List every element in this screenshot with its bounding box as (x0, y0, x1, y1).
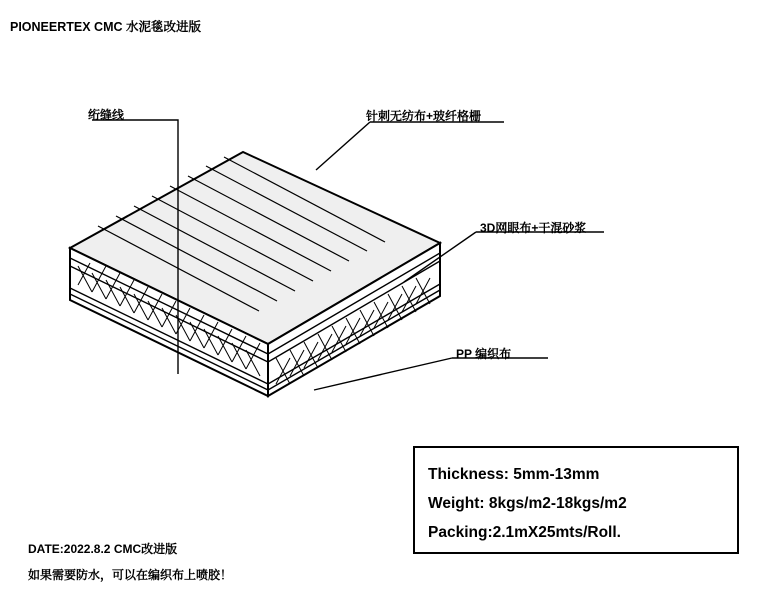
label-nonwoven-geogrid: 针刺无纺布+玻纤格栅 (366, 109, 482, 123)
spec-thickness: Thickness: 5mm-13mm (428, 466, 600, 483)
specification-box (413, 446, 739, 554)
leader-pp (314, 358, 548, 390)
page-title: PIONEERTEX CMC 水泥毯改进版 (10, 20, 201, 34)
spec-packing: Packing:2.1mX25mts/Roll. (428, 524, 621, 541)
label-pp-woven: PP 编织布 (456, 347, 512, 361)
spec-weight: Weight: 8kgs/m2-18kgs/m2 (428, 495, 627, 512)
label-3d-mesh-mortar: 3D网眼布+干混砂浆 (480, 221, 587, 235)
label-stitch-line: 绗缝线 (88, 108, 125, 122)
footer-note: 如果需要防水，可以在编织布上喷胶！ (28, 568, 233, 582)
leader-nonwoven (316, 122, 504, 170)
footer-date: DATE:2022.8.2 CMC改进版 (28, 542, 178, 556)
